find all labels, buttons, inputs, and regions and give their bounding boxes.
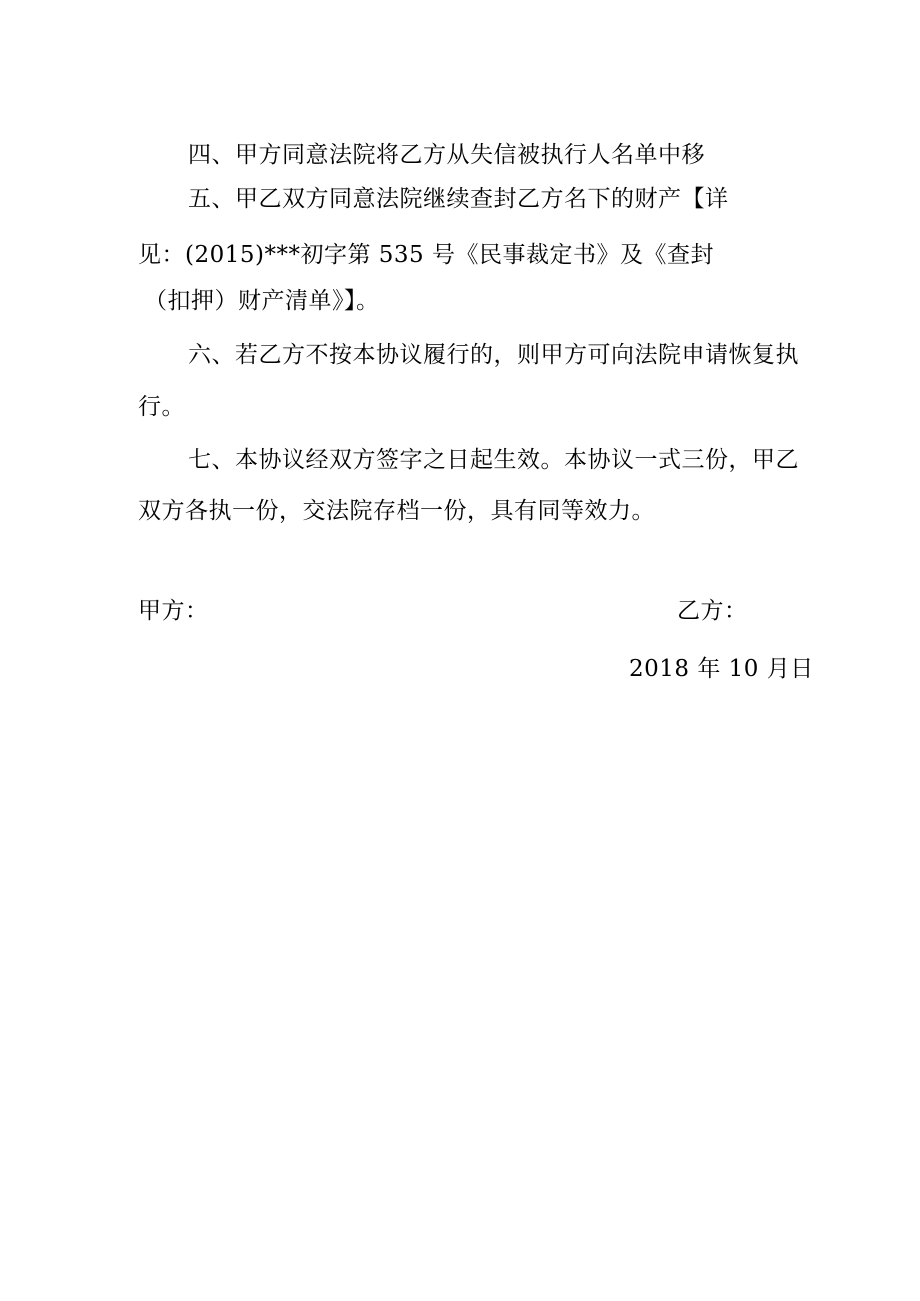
party-a-signature-label: 甲方： <box>138 598 209 624</box>
party-b-signature-label: 乙方： <box>677 598 748 624</box>
clause-5-line-1: 五、甲乙双方同意法院继续查封乙方名下的财产【详 <box>188 186 729 212</box>
clause-6-line-1: 六、若乙方不按本协议履行的，则甲方可向法院申请恢复执 <box>188 342 799 368</box>
clause-5-line-2: 见：(2015)***初字第 535 号《民事裁定书》及《查封 <box>138 242 715 268</box>
clause-7-line-1: 七、本协议经双方签字之日起生效。本协议一式三份，甲乙 <box>188 447 799 473</box>
clause-7-line-2: 双方各执一份，交法院存档一份，具有同等效力。 <box>138 498 655 524</box>
signing-date: 2018 年 10 月日 <box>629 656 814 682</box>
clause-6-line-2: 行。 <box>138 394 185 420</box>
clause-5-line-3: （扣押）财产清单》】。 <box>144 288 380 314</box>
clause-4-line-1: 四、甲方同意法院将乙方从失信被执行人名单中移 <box>188 142 705 168</box>
